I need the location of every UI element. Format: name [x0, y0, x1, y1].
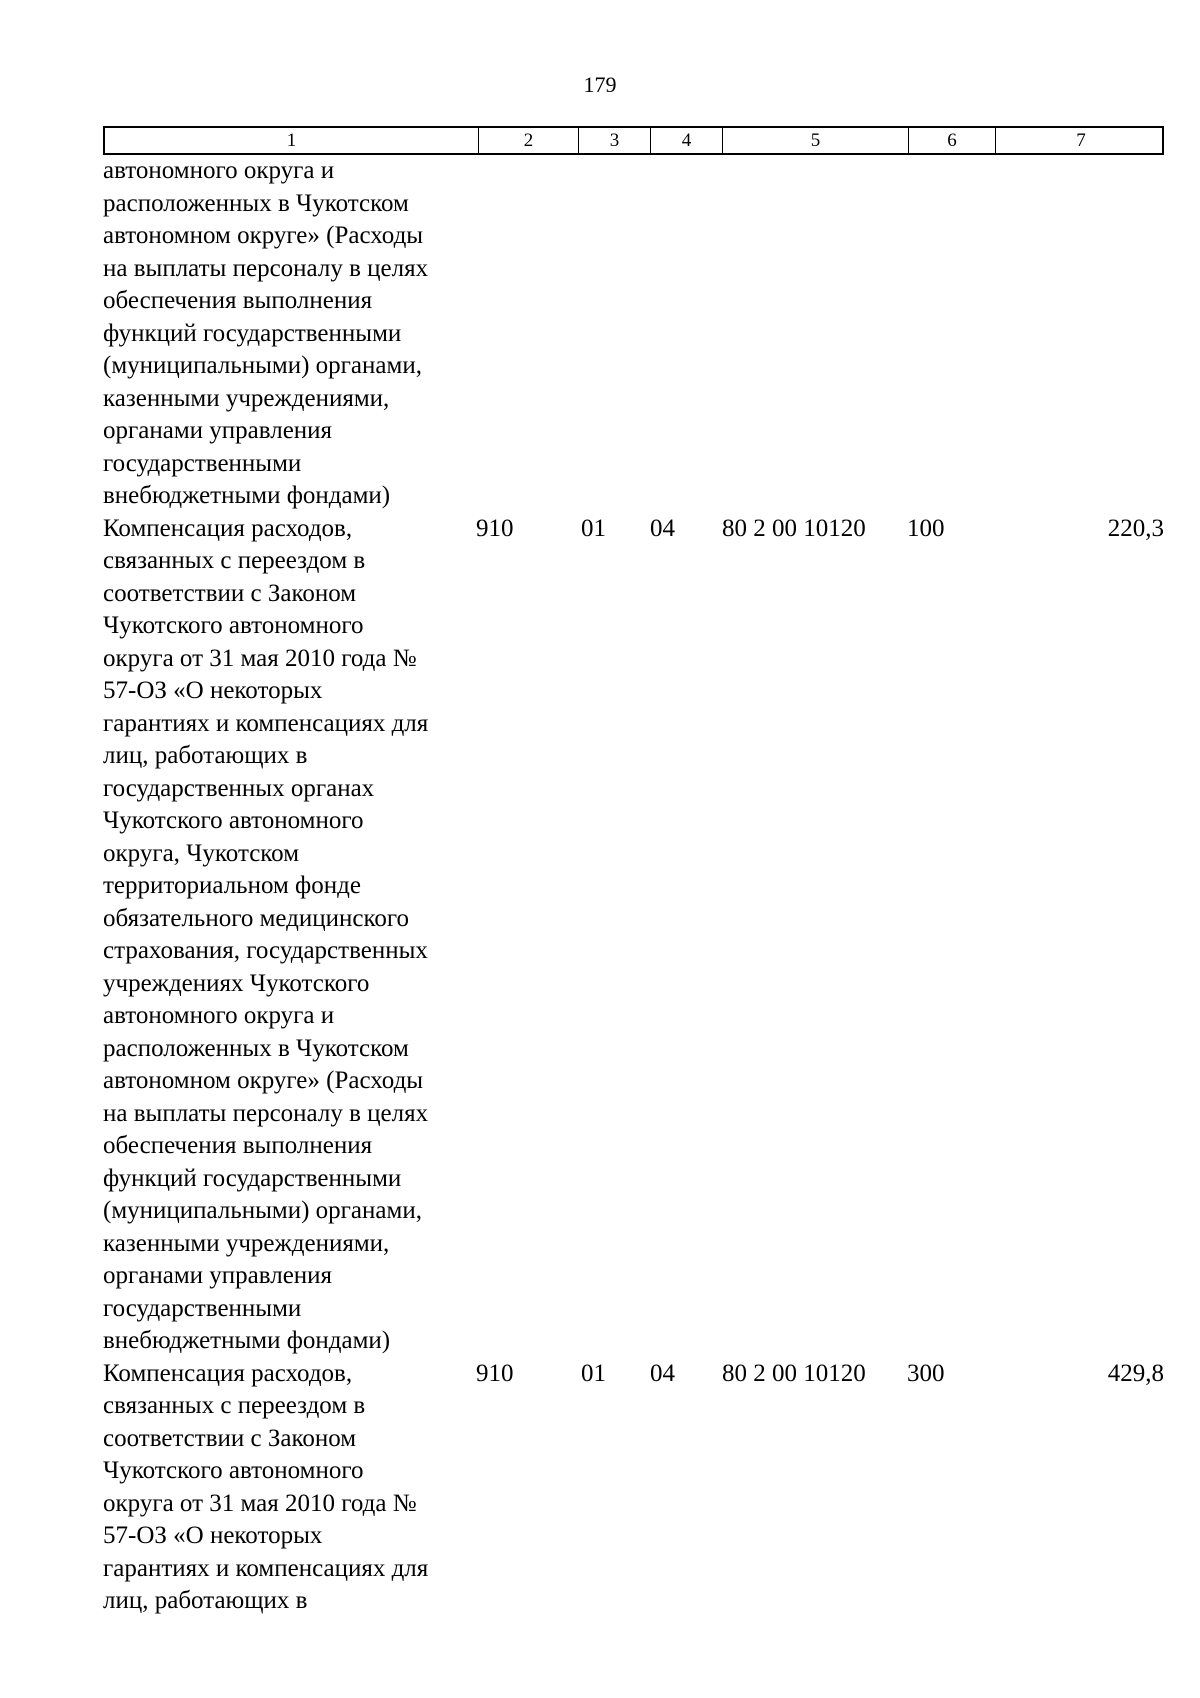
- row-amount: 220,3: [1107, 514, 1164, 542]
- column-header-4: 4: [650, 128, 722, 153]
- table-body: [103, 155, 1164, 1618]
- row-grbs-code: [476, 155, 576, 513]
- budget-table: [103, 126, 1164, 1618]
- table-row: [103, 1358, 1164, 1618]
- table-row: [103, 155, 1164, 513]
- row-grbs-code: 910: [476, 514, 514, 542]
- table-row: [103, 513, 1164, 1358]
- column-header-5: 5: [722, 128, 908, 153]
- row-section-code: 01: [581, 1359, 606, 1387]
- row-expense-type: 100: [907, 514, 945, 542]
- row-amount: [993, 155, 1164, 513]
- row-grbs-code: 910: [476, 1359, 514, 1387]
- row-target-article: 80 2 00 10120: [722, 1359, 866, 1387]
- row-expense-type: 300: [907, 1359, 945, 1387]
- page-number: 179: [583, 72, 617, 97]
- row-description: Компенсация расходов, связанных с переездом в соответствии с Законом Чукотского автономного округа от 31 мая 2010 года № 57-ОЗ «О некоторых гарантиях и компенсациях для лиц, работающих в: [103, 1359, 429, 1614]
- column-header-6: 6: [908, 128, 995, 153]
- row-subsection-code: 04: [650, 514, 675, 542]
- row-description: Компенсация расходов, связанных с переездом в соответствии с Законом Чукотского автономного округа от 31 мая 2010 года № 57-ОЗ «О некоторых гарантиях и компенсациях для лиц, работающих в государственных органах Чукотского автономного округа, Чукотском территориальном фонде обязательного медицинского страхования, государственных учреждениях Чукотского автономного округа и расположенных в Чукотском автономном округе» (Расходы на выплаты персоналу в целях обеспечения выполнения функций государственными (муниципальными) органами, казенными учреждениями, органами управления государственными внебюджетными фондами): [103, 514, 429, 1354]
- row-target-article: [720, 155, 906, 513]
- row-subsection-code: 04: [650, 1359, 675, 1387]
- row-section-code: 01: [581, 514, 606, 542]
- column-header-3: 3: [578, 128, 650, 153]
- row-section-code: [576, 155, 648, 513]
- row-description: автономного округа и расположенных в Чукотском автономном округе» (Расходы на выплаты персоналу в целях обеспечения выполнения функций государственными (муниципальными) органами, казенными учреждениями, органами управления государственными внебюджетными фондами): [103, 157, 429, 509]
- row-expense-type: [906, 155, 993, 513]
- row-target-article: 80 2 00 10120: [722, 514, 866, 542]
- column-header-1: 1: [286, 130, 297, 151]
- row-amount: 429,8: [1107, 1359, 1164, 1387]
- table-header-row: [103, 126, 1164, 155]
- column-header-7: 7: [995, 128, 1166, 153]
- row-subsection-code: [648, 155, 720, 513]
- column-header-2: 2: [478, 128, 578, 153]
